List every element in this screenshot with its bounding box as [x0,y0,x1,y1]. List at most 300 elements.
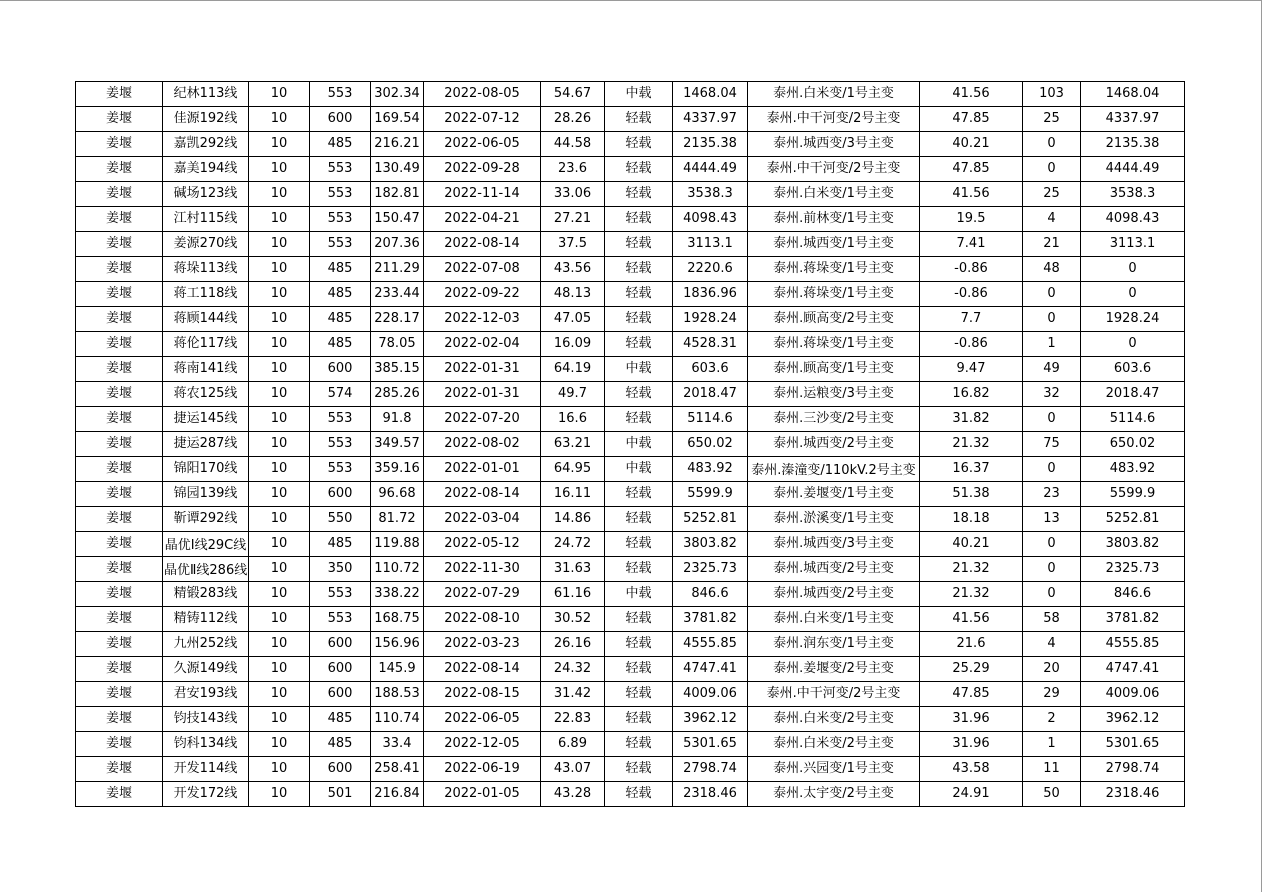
voltage-kv-cell: 10 [249,332,310,357]
max-current-cell: 119.88 [371,532,424,557]
substation-transformer-cell: 泰州.兴园变/1号主变 [748,757,920,782]
transformer-margin-cell: 47.85 [920,682,1023,707]
load-rate-cell: 54.67 [541,82,605,107]
voltage-kv-cell: 10 [249,307,310,332]
load-status-cell: 轻载 [605,532,673,557]
table-body [76,82,1185,807]
load-status-cell: 轻载 [605,182,673,207]
available-capacity-cell: 3538.3 [673,182,748,207]
transformer-margin-cell: 43.58 [920,757,1023,782]
available-capacity-cell: 4747.41 [673,657,748,682]
substation-transformer-cell: 泰州.蒋垛变/1号主变 [748,332,920,357]
load-rate-cell: 16.09 [541,332,605,357]
max-load-date-cell: 2022-02-04 [424,332,541,357]
feeder-name-cell [163,557,249,582]
load-rate-cell: 44.58 [541,132,605,157]
table-row [76,357,1185,382]
transformer-margin-cell: -0.86 [920,257,1023,282]
load-status-cell: 轻载 [605,207,673,232]
substation-transformer-cell: 泰州.城西变/3号主变 [748,132,920,157]
load-status-cell: 轻载 [605,332,673,357]
substation-transformer-cell: 泰州.姜堰变/1号主变 [748,482,920,507]
max-load-date-cell: 2022-12-03 [424,307,541,332]
transformer-margin-cell: 16.37 [920,457,1023,482]
feeder-name-cell: 靳谭292线 [163,507,249,532]
substation-transformer-cell: 泰州.城西变/2号主变 [748,557,920,582]
load-status-cell: 轻载 [605,482,673,507]
transformer-margin-cell: 40.21 [920,532,1023,557]
transformer-margin-cell: 21.6 [920,632,1023,657]
district-cell: 姜堰 [76,482,163,507]
rated-current-cell: 553 [310,182,371,207]
max-current-cell: 150.47 [371,207,424,232]
max-current-cell: 188.53 [371,682,424,707]
district-cell: 姜堰 [76,707,163,732]
max-load-date-cell: 2022-04-21 [424,207,541,232]
transformer-margin-cell: 21.32 [920,582,1023,607]
pending-capacity-cell: 0 [1023,282,1081,307]
feeder-name-cell: 碱场123线 [163,182,249,207]
table-row [76,707,1185,732]
rated-current-cell: 501 [310,782,371,807]
table-row [76,432,1185,457]
table-row [76,407,1185,432]
load-status-cell: 轻载 [605,132,673,157]
load-rate-cell: 63.21 [541,432,605,457]
district-cell: 姜堰 [76,432,163,457]
available-capacity-cell: 1928.24 [673,307,748,332]
voltage-kv-cell: 10 [249,457,310,482]
load-rate-cell: 31.42 [541,682,605,707]
voltage-kv-cell: 10 [249,207,310,232]
district-cell: 姜堰 [76,357,163,382]
voltage-kv-cell: 10 [249,107,310,132]
open-capacity-cell: 1928.24 [1081,307,1185,332]
feeder-name-text: 晶优Ⅰ线29C线 [164,538,247,553]
open-capacity-cell: 2798.74 [1081,757,1185,782]
transformer-margin-cell: 47.85 [920,157,1023,182]
district-cell: 姜堰 [76,682,163,707]
load-rate-cell: 24.72 [541,532,605,557]
pending-capacity-cell: 11 [1023,757,1081,782]
max-current-cell: 130.49 [371,157,424,182]
feeder-name-cell: 蒋南141线 [163,357,249,382]
max-load-date-cell: 2022-01-05 [424,782,541,807]
load-status-cell: 轻载 [605,407,673,432]
transformer-margin-cell: 41.56 [920,607,1023,632]
feeder-name-text: 晶优Ⅱ线286线 [164,563,247,578]
voltage-kv-cell: 10 [249,582,310,607]
substation-transformer-cell: 泰州.顾高变/1号主变 [748,357,920,382]
open-capacity-cell: 4555.85 [1081,632,1185,657]
voltage-kv-cell: 10 [249,482,310,507]
district-cell: 姜堰 [76,107,163,132]
transformer-margin-cell: 31.96 [920,707,1023,732]
pending-capacity-cell: 23 [1023,482,1081,507]
load-rate-cell: 43.56 [541,257,605,282]
transformer-margin-cell: 16.82 [920,382,1023,407]
table-row [76,157,1185,182]
pending-capacity-cell: 0 [1023,532,1081,557]
max-current-cell: 78.05 [371,332,424,357]
feeder-name-cell: 钧技143线 [163,707,249,732]
feeder-name-cell: 蒋伦117线 [163,332,249,357]
load-status-cell: 轻载 [605,757,673,782]
load-status-cell: 轻载 [605,307,673,332]
table-row [76,332,1185,357]
pending-capacity-cell: 25 [1023,107,1081,132]
max-load-date-cell: 2022-07-20 [424,407,541,432]
max-load-date-cell: 2022-01-01 [424,457,541,482]
feeder-name-cell: 江村115线 [163,207,249,232]
rated-current-cell: 600 [310,632,371,657]
voltage-kv-cell: 10 [249,257,310,282]
feeder-name-cell: 君安193线 [163,682,249,707]
rated-current-cell: 350 [310,557,371,582]
load-status-cell: 轻载 [605,732,673,757]
pending-capacity-cell: 25 [1023,182,1081,207]
load-status-cell: 轻载 [605,257,673,282]
transformer-margin-cell: 31.82 [920,407,1023,432]
district-cell: 姜堰 [76,207,163,232]
voltage-kv-cell: 10 [249,132,310,157]
table-row [76,557,1185,582]
max-current-cell: 228.17 [371,307,424,332]
max-current-cell: 156.96 [371,632,424,657]
feeder-name-cell: 精锻283线 [163,582,249,607]
open-capacity-cell: 5252.81 [1081,507,1185,532]
load-rate-cell: 37.5 [541,232,605,257]
max-current-cell: 211.29 [371,257,424,282]
district-cell: 姜堰 [76,307,163,332]
voltage-kv-cell: 10 [249,532,310,557]
pending-capacity-cell: 103 [1023,82,1081,107]
available-capacity-cell: 5114.6 [673,407,748,432]
substation-transformer-cell: 泰州.白米变/2号主变 [748,732,920,757]
rated-current-cell: 485 [310,707,371,732]
substation-transformer-cell: 泰州.城西变/2号主变 [748,432,920,457]
available-capacity-cell: 650.02 [673,432,748,457]
feeder-name-cell: 蒋顾144线 [163,307,249,332]
open-capacity-cell: 4098.43 [1081,207,1185,232]
substation-transformer-cell: 泰州.前林变/1号主变 [748,207,920,232]
feeder-name-cell: 蒋农125线 [163,382,249,407]
rated-current-cell: 600 [310,682,371,707]
rated-current-cell: 600 [310,357,371,382]
pending-capacity-cell: 0 [1023,132,1081,157]
transformer-margin-cell: 31.96 [920,732,1023,757]
voltage-kv-cell: 10 [249,682,310,707]
max-current-cell: 168.75 [371,607,424,632]
available-capacity-cell: 4444.49 [673,157,748,182]
load-rate-cell: 16.11 [541,482,605,507]
table-row [76,182,1185,207]
load-status-cell: 轻载 [605,657,673,682]
transformer-margin-cell: 47.85 [920,107,1023,132]
max-load-date-cell: 2022-07-12 [424,107,541,132]
load-status-cell: 轻载 [605,507,673,532]
available-capacity-cell: 4098.43 [673,207,748,232]
table-row [76,257,1185,282]
district-cell: 姜堰 [76,557,163,582]
district-cell: 姜堰 [76,82,163,107]
load-status-cell: 轻载 [605,232,673,257]
district-cell: 姜堰 [76,457,163,482]
feeder-name-cell: 锦园139线 [163,482,249,507]
pending-capacity-cell: 4 [1023,632,1081,657]
table-row [76,207,1185,232]
max-current-cell: 145.9 [371,657,424,682]
load-status-cell: 轻载 [605,707,673,732]
max-load-date-cell: 2022-06-05 [424,707,541,732]
voltage-kv-cell: 10 [249,732,310,757]
load-status-cell: 中载 [605,357,673,382]
substation-transformer-cell: 泰州.中干河变/2号主变 [748,157,920,182]
open-capacity-cell: 4444.49 [1081,157,1185,182]
rated-current-cell: 485 [310,257,371,282]
pending-capacity-cell: 0 [1023,307,1081,332]
rated-current-cell: 553 [310,407,371,432]
load-rate-cell: 23.6 [541,157,605,182]
max-current-cell: 96.68 [371,482,424,507]
substation-transformer-cell: 泰州.城西变/3号主变 [748,532,920,557]
load-status-cell: 轻载 [605,382,673,407]
rated-current-cell: 550 [310,507,371,532]
load-rate-cell: 48.13 [541,282,605,307]
max-current-cell: 216.21 [371,132,424,157]
max-load-date-cell: 2022-12-05 [424,732,541,757]
district-cell: 姜堰 [76,282,163,307]
load-status-cell: 轻载 [605,282,673,307]
voltage-kv-cell: 10 [249,632,310,657]
available-capacity-cell: 4555.85 [673,632,748,657]
transformer-margin-cell: 24.91 [920,782,1023,807]
open-capacity-cell: 2318.46 [1081,782,1185,807]
table-row [76,757,1185,782]
table-row [76,632,1185,657]
table-row [76,732,1185,757]
open-capacity-cell: 2018.47 [1081,382,1185,407]
open-capacity-cell: 0 [1081,332,1185,357]
table-row [76,307,1185,332]
substation-transformer-cell: 泰州.中干河变/2号主变 [748,682,920,707]
substation-transformer-cell: 泰州.三沙变/2号主变 [748,407,920,432]
feeder-name-cell: 佳源192线 [163,107,249,132]
rated-current-cell: 553 [310,232,371,257]
max-current-cell: 81.72 [371,507,424,532]
voltage-kv-cell: 10 [249,232,310,257]
open-capacity-cell: 650.02 [1081,432,1185,457]
feeder-name-cell: 开发172线 [163,782,249,807]
table-row [76,657,1185,682]
district-cell: 姜堰 [76,182,163,207]
load-rate-cell: 43.28 [541,782,605,807]
max-current-cell: 110.74 [371,707,424,732]
load-status-cell: 轻载 [605,782,673,807]
available-capacity-cell: 2135.38 [673,132,748,157]
max-load-date-cell: 2022-08-10 [424,607,541,632]
feeder-name-cell: 久源149线 [163,657,249,682]
load-rate-cell: 33.06 [541,182,605,207]
load-rate-cell: 14.86 [541,507,605,532]
open-capacity-cell: 5301.65 [1081,732,1185,757]
rated-current-cell: 553 [310,157,371,182]
max-current-cell: 349.57 [371,432,424,457]
rated-current-cell: 600 [310,657,371,682]
available-capacity-cell: 3803.82 [673,532,748,557]
max-current-cell: 216.84 [371,782,424,807]
voltage-kv-cell: 10 [249,432,310,457]
pending-capacity-cell: 0 [1023,557,1081,582]
transformer-margin-cell: 21.32 [920,432,1023,457]
load-rate-cell: 24.32 [541,657,605,682]
district-cell: 姜堰 [76,582,163,607]
substation-transformer-cell: 泰州.城西变/2号主变 [748,582,920,607]
substation-transformer-cell: 泰州.姜堰变/2号主变 [748,657,920,682]
max-load-date-cell: 2022-08-15 [424,682,541,707]
voltage-kv-cell: 10 [249,357,310,382]
max-current-cell: 359.16 [371,457,424,482]
table-row [76,482,1185,507]
district-cell: 姜堰 [76,332,163,357]
transformer-margin-cell: 19.5 [920,207,1023,232]
transformer-margin-cell: 9.47 [920,357,1023,382]
voltage-kv-cell: 10 [249,707,310,732]
max-load-date-cell: 2022-03-23 [424,632,541,657]
voltage-kv-cell: 10 [249,782,310,807]
feeder-name-cell: 锦阳170线 [163,457,249,482]
rated-current-cell: 553 [310,582,371,607]
transformer-margin-cell: 21.32 [920,557,1023,582]
max-load-date-cell: 2022-08-14 [424,482,541,507]
transformer-margin-cell: 40.21 [920,132,1023,157]
open-capacity-cell: 3113.1 [1081,232,1185,257]
transformer-margin-cell: 7.41 [920,232,1023,257]
pending-capacity-cell: 0 [1023,457,1081,482]
open-capacity-cell: 2135.38 [1081,132,1185,157]
available-capacity-cell: 846.6 [673,582,748,607]
available-capacity-cell: 4009.06 [673,682,748,707]
rated-current-cell: 485 [310,732,371,757]
open-capacity-cell: 2325.73 [1081,557,1185,582]
substation-transformer-cell: 泰州.中干河变/2号主变 [748,107,920,132]
substation-transformer-cell [748,457,920,482]
available-capacity-cell: 4528.31 [673,332,748,357]
substation-transformer-text: 泰州.溱潼变/110kV.2号主变 [751,463,916,478]
open-capacity-cell: 4747.41 [1081,657,1185,682]
available-capacity-cell: 4337.97 [673,107,748,132]
rated-current-cell: 553 [310,457,371,482]
max-load-date-cell: 2022-01-31 [424,382,541,407]
table-row [76,132,1185,157]
pending-capacity-cell: 32 [1023,382,1081,407]
rated-current-cell: 485 [310,282,371,307]
substation-transformer-cell: 泰州.蒋垛变/1号主变 [748,257,920,282]
available-capacity-cell: 3781.82 [673,607,748,632]
table-row [76,507,1185,532]
table-row [76,82,1185,107]
max-current-cell: 385.15 [371,357,424,382]
open-capacity-cell: 0 [1081,257,1185,282]
feeder-name-cell: 嘉美194线 [163,157,249,182]
max-load-date-cell: 2022-05-12 [424,532,541,557]
available-capacity-cell: 2018.47 [673,382,748,407]
pending-capacity-cell: 0 [1023,157,1081,182]
pending-capacity-cell: 48 [1023,257,1081,282]
rated-current-cell: 485 [310,307,371,332]
max-load-date-cell: 2022-03-04 [424,507,541,532]
max-load-date-cell: 2022-06-05 [424,132,541,157]
max-load-date-cell: 2022-11-14 [424,182,541,207]
pending-capacity-cell: 21 [1023,232,1081,257]
feeder-name-cell: 蒋工118线 [163,282,249,307]
load-status-cell: 轻载 [605,607,673,632]
voltage-kv-cell: 10 [249,182,310,207]
load-status-cell: 中载 [605,582,673,607]
feeder-name-cell: 九州252线 [163,632,249,657]
max-load-date-cell: 2022-06-19 [424,757,541,782]
pending-capacity-cell: 1 [1023,332,1081,357]
load-rate-cell: 30.52 [541,607,605,632]
rated-current-cell: 485 [310,132,371,157]
load-rate-cell: 28.26 [541,107,605,132]
available-capacity-cell: 3962.12 [673,707,748,732]
table-row [76,532,1185,557]
max-current-cell: 285.26 [371,382,424,407]
max-load-date-cell: 2022-07-29 [424,582,541,607]
table-row [76,382,1185,407]
table-row [76,457,1185,482]
district-cell: 姜堰 [76,132,163,157]
table-row [76,582,1185,607]
pending-capacity-cell: 50 [1023,782,1081,807]
rated-current-cell: 553 [310,82,371,107]
available-capacity-cell: 1468.04 [673,82,748,107]
pending-capacity-cell: 2 [1023,707,1081,732]
open-capacity-cell: 603.6 [1081,357,1185,382]
pending-capacity-cell: 20 [1023,657,1081,682]
substation-transformer-cell: 泰州.太宇变/2号主变 [748,782,920,807]
available-capacity-cell: 5599.9 [673,482,748,507]
open-capacity-cell: 3962.12 [1081,707,1185,732]
load-status-cell: 轻载 [605,557,673,582]
load-rate-cell: 49.7 [541,382,605,407]
district-cell: 姜堰 [76,532,163,557]
open-capacity-cell: 5114.6 [1081,407,1185,432]
rated-current-cell: 600 [310,757,371,782]
max-current-cell: 33.4 [371,732,424,757]
max-current-cell: 302.34 [371,82,424,107]
open-capacity-cell: 4009.06 [1081,682,1185,707]
pending-capacity-cell: 58 [1023,607,1081,632]
available-capacity-cell: 2220.6 [673,257,748,282]
rated-current-cell: 553 [310,432,371,457]
feeder-name-cell: 精铸112线 [163,607,249,632]
district-cell: 姜堰 [76,507,163,532]
feeder-name-cell: 嘉凯292线 [163,132,249,157]
substation-transformer-cell: 泰州.润东变/1号主变 [748,632,920,657]
max-current-cell: 110.72 [371,557,424,582]
max-load-date-cell: 2022-08-14 [424,232,541,257]
feeder-name-cell: 钧科134线 [163,732,249,757]
table-row [76,107,1185,132]
open-capacity-cell: 846.6 [1081,582,1185,607]
rated-current-cell: 553 [310,207,371,232]
open-capacity-cell: 3538.3 [1081,182,1185,207]
substation-transformer-cell: 泰州.顾高变/2号主变 [748,307,920,332]
max-load-date-cell: 2022-07-08 [424,257,541,282]
open-capacity-cell: 1468.04 [1081,82,1185,107]
